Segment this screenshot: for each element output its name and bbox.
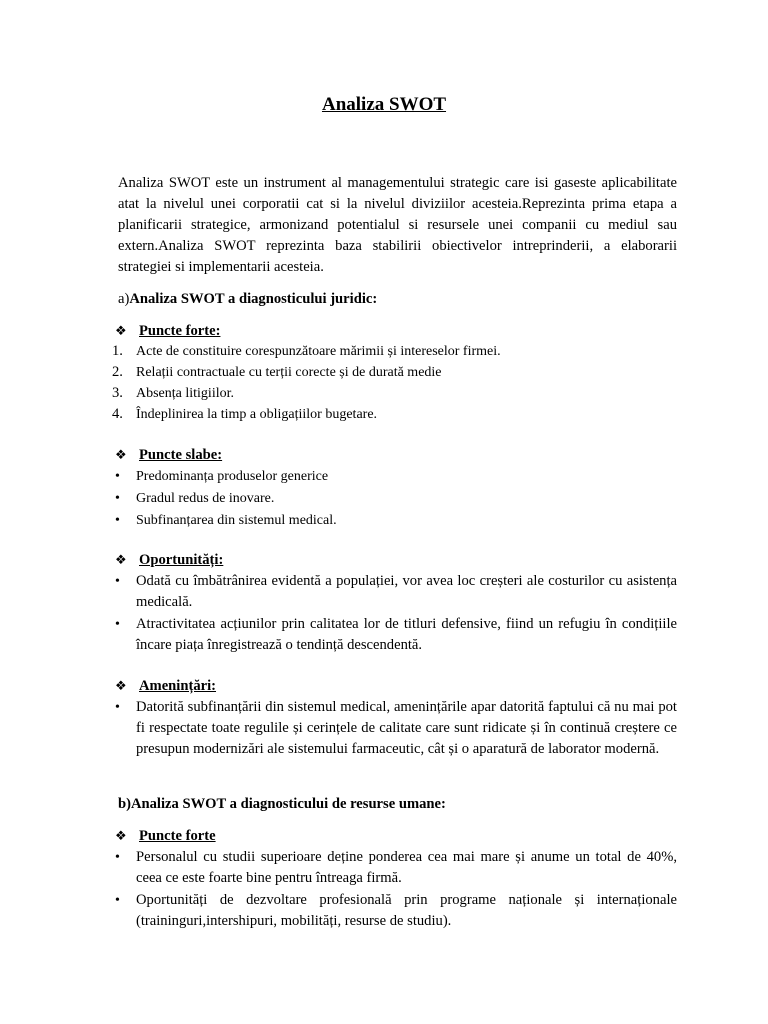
list-item	[112, 890, 677, 932]
list-item-text: Odată cu îmbătrânirea evidentă a populației, vor avea loc creșteri ale costurilor cu asistența medicală.	[136, 573, 677, 610]
list-item	[112, 510, 677, 531]
diamond-bullet-icon: ❖	[115, 828, 127, 843]
hr-strengths-list	[112, 847, 677, 932]
bullet-icon: •	[115, 491, 120, 506]
list-item-text: Predominanța produselor generice	[136, 469, 329, 484]
list-item-text: Relații contractuale cu terții corecte și de durată medie	[136, 365, 442, 380]
section-a-strengths	[112, 320, 677, 425]
section-a-title: Analiza SWOT a diagnosticului juridic:	[129, 291, 378, 307]
weaknesses-heading	[112, 444, 677, 465]
diamond-bullet-icon: ❖	[115, 323, 127, 338]
bullet-icon: •	[115, 617, 120, 632]
list-number: 3.	[112, 385, 123, 401]
list-number: 4.	[112, 406, 123, 422]
list-item	[112, 383, 677, 404]
list-item-text: Subfinanțarea din sistemul medical.	[136, 513, 337, 528]
opportunities-heading	[112, 549, 677, 570]
weaknesses-label: Puncte slabe:	[139, 447, 223, 463]
diamond-bullet-icon: ❖	[115, 552, 127, 567]
bullet-icon: •	[115, 513, 120, 528]
intro-paragraph: Analiza SWOT este un instrument al managementului strategic care isi gaseste aplicabilitate atat la nivelul unei corporatii cat si la nivelul diviziilor acesteia.Reprezinta prima etapa a planificarii strategice, armonizand potentialul si resursele unei companii cu mediul sau extern.Analiza SWOT reprezinta baza stabilirii obiectivelor intreprinderii, a elaborarii strategiei si implementarii acesteia.	[118, 175, 677, 275]
list-item	[112, 404, 677, 425]
list-item-text: Oportunități de dezvoltare profesională prin programe naționale și internaționale (traininguri,intershipuri, mobilități, resurse de studiu).	[136, 892, 677, 929]
list-item	[112, 571, 677, 613]
list-number: 2.	[112, 364, 123, 380]
list-item-text: Absența litigiilor.	[136, 386, 234, 401]
list-item	[112, 362, 677, 383]
list-item	[112, 466, 677, 487]
list-item	[112, 341, 677, 362]
list-item-text: Atractivitatea acțiunilor prin calitatea lor de titluri defensive, fiind un refugiu în condițiile încare piața înregistrează o tendință descendentă.	[136, 616, 677, 653]
list-number: 1.	[112, 343, 123, 359]
list-item-text: Personalul cu studii superioare deține ponderea cea mai mare și anume un total de 40%, ceea ce este foarte bine pentru întreaga firmă.	[136, 849, 677, 886]
bullet-icon: •	[115, 574, 120, 589]
hr-strengths-label: Puncte forte	[139, 828, 216, 844]
diamond-bullet-icon: ❖	[115, 447, 127, 462]
list-item	[112, 488, 677, 509]
diamond-bullet-icon: ❖	[115, 678, 127, 693]
section-a-opportunities	[112, 549, 677, 656]
section-a-weaknesses	[112, 444, 677, 531]
strengths-heading	[112, 320, 677, 341]
list-item-text: Datorită subfinanțării din sistemul medical, amenințările apar datorită faptului că nu mai pot fi respectate toate regulile și cerințele de calitate care sunt ridicate și în continuă creștere ce presupun modernizări ale sistemului farmaceutic, cât și o aparatură de laborator modernă.	[136, 699, 677, 757]
bullet-icon: •	[115, 469, 120, 484]
opportunities-label: Oportunități:	[139, 552, 224, 568]
threats-list	[112, 697, 677, 760]
section-a-threats	[112, 675, 677, 760]
section-b-heading	[118, 794, 677, 815]
document-title: Analiza SWOT	[321, 94, 447, 115]
list-item-text: Acte de constituire corespunzătoare mărimii și intereselor firmei.	[136, 344, 501, 359]
list-item-text: Îndeplinirea la timp a obligațiilor bugetare.	[136, 407, 378, 422]
list-item	[112, 697, 677, 760]
bullet-icon: •	[115, 893, 120, 908]
list-item	[112, 614, 677, 656]
threats-heading	[112, 675, 677, 696]
section-b-strengths	[112, 825, 677, 932]
section-b-prefix: b)	[118, 796, 131, 812]
section-a-heading	[118, 289, 677, 310]
threats-label: Amenințări:	[139, 678, 217, 694]
opportunities-list	[112, 571, 677, 656]
section-a-prefix: a)	[118, 291, 130, 307]
list-item	[112, 847, 677, 889]
weaknesses-list	[112, 466, 677, 531]
bullet-icon: •	[115, 850, 120, 865]
hr-strengths-heading	[112, 825, 677, 846]
strengths-list	[112, 341, 677, 425]
section-b-title: Analiza SWOT a diagnosticului de resurse umane:	[130, 796, 446, 812]
list-item-text: Gradul redus de inovare.	[136, 491, 275, 506]
bullet-icon: •	[115, 700, 120, 715]
strengths-label: Puncte forte:	[139, 323, 221, 339]
